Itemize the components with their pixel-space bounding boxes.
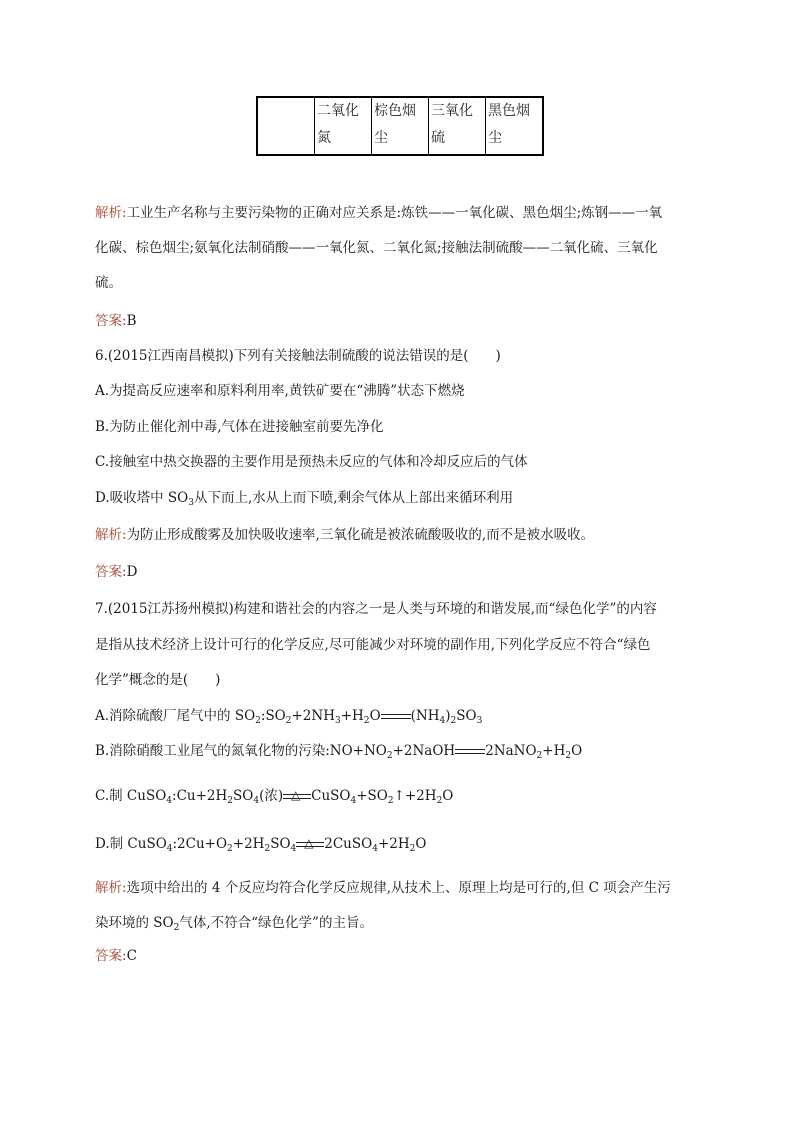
equals-sign [455,747,485,757]
q6-stem [95,339,703,374]
option-text: D.制 CuSO [95,836,167,852]
analysis-text: 气体,不符合“绿色化学”的主旨。 [179,915,373,931]
table-cell [315,97,372,155]
cell-line: 黑色烟 [488,103,530,119]
q5-analysis-line2 [95,231,703,266]
analysis-label: 解析: [95,527,127,543]
q6-answer [95,555,703,590]
q6-option-d [95,481,703,516]
option-text: C.接触室中热交换器的主要作用是预热未反应的气体和冷却反应后的气体 [95,454,528,470]
option-text: C.制 CuSO [95,788,167,804]
pollutant-table [256,96,544,156]
q7-option-a: A.消除硫酸厂尾气中的 $SO_2:SO_2+2NH_3+H_2O$ $(NH_4)_2SO_3$ [95,708,483,726]
cell-line: 硫 [431,130,445,146]
q7-stem-line2 [95,628,703,663]
heating-equals-sign [283,787,311,802]
equals-sign [381,712,411,722]
answer-value: C [126,948,137,964]
q6-option-a [95,374,703,409]
q6-option-b [95,410,703,445]
question-stem: 7.(2015江苏扬州模拟)构建和谐社会的内容之一是人类与环境的和谐发展,而“绿色化学”的内容 [95,601,657,617]
q7-option-c: C.制 $CuSO_4:Cu+2H_2SO_4$(浓) △ $CuSO_4+SO_2↑+2H_2O$ [95,779,703,814]
heat-triangle-icon: △ [304,835,314,850]
q6-analysis [95,518,703,553]
q7-option-d: D.制 $CuSO_4:2Cu+O_2+2H_2SO_4$ △ $2CuSO_4+2H_2O$ [95,827,703,862]
analysis-text: 硫。 [95,275,122,291]
answer-label: 答案: [95,564,127,580]
analysis-text: 化碳、棕色烟尘;氨氧化法制硝酸——一氧化氮、二氧化氮;接触法制硫酸——二氧化硫、三氧化 [95,240,658,256]
option-text: A.为提高反应速率和原料利用率,黄铁矿要在“沸腾”状态下燃烧 [95,383,465,399]
question-stem: 化学”概念的是( ) [95,672,221,688]
q7-stem-line3 [95,663,703,698]
cell-line: 二氧化 [317,103,359,119]
q5-answer [95,304,703,339]
cell-line: 三氧化 [431,103,473,119]
table-cell [429,97,486,155]
option-text: B.消除硝酸工业尾气的氮氧化物的污染:NO+NO [95,743,387,759]
answer-label: 答案: [95,313,127,329]
q7-stem-line1 [95,592,703,627]
q7-answer [95,939,703,974]
cell-line: 棕色烟 [374,103,416,119]
answer-label: 答案: [95,948,127,964]
q5-analysis-line3 [95,266,703,301]
analysis-text: 工业生产名称与主要污染物的正确对应关系是:炼铁——一氧化碳、黑色烟尘;炼钢——一氧 [126,205,663,221]
analysis-text: 染环境的 SO [95,915,174,931]
question-stem: 6.(2015江西南昌模拟)下列有关接触法制硫酸的说法错误的是( ) [95,348,501,364]
cell-line: 尘 [374,130,388,146]
table-cell [372,97,429,155]
subscript: 3 [188,498,194,508]
cell-line: 尘 [488,130,502,146]
analysis-text: 为防止形成酸雾及加快吸收速率,三氧化硫是被浓硫酸吸收的,而不是被水吸收。 [126,527,595,543]
option-text: A.消除硫酸厂尾气中的 SO [95,708,256,724]
option-text: 从下而上,水从上而下喷,剩余气体从上部出来循环利用 [193,490,514,506]
q5-analysis [95,196,703,231]
table-cell-empty [257,97,315,155]
answer-value: D [126,564,138,580]
q7-analysis [95,871,703,906]
heat-triangle-icon: △ [291,787,301,802]
heating-equals-sign [296,835,324,850]
option-text: D.吸收塔中 SO [95,490,189,506]
cell-line: 氮 [317,130,331,146]
question-stem: 是指从技术经济上设计可行的化学反应,尽可能减少对环境的副作用,下列化学反应不符合“绿色 [95,637,651,653]
subscript: 2 [173,923,180,933]
analysis-text: 选项中给出的 4 个反应均符合化学反应规律,从技术上、原理上均是可行的,但 C 项会产生污 [126,880,671,896]
q6-option-c [95,445,703,480]
q7-option-b: B.消除硝酸工业尾气的氮氧化物的污染$:NO+NO_2+2NaOH$ $2NaNO_2+H_2O$ [95,743,583,761]
q7-analysis-line2 [95,906,703,941]
option-text: B.为防止催化剂中毒,气体在进接触室前要先净化 [95,419,384,435]
analysis-label: 解析: [95,205,127,221]
answer-value: B [126,313,137,329]
analysis-label: 解析: [95,880,127,896]
table-cell [486,97,544,155]
